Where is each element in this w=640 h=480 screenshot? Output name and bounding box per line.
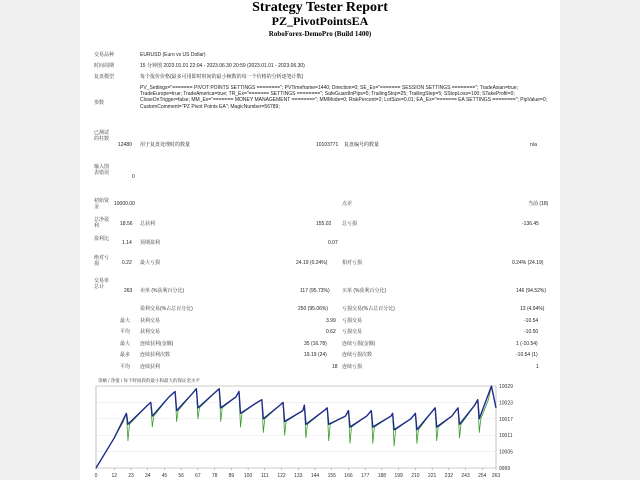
x-tick-label: 89: [228, 473, 235, 479]
y-tick-label: 9999: [499, 466, 511, 472]
abs-dd-value: 0.22: [122, 260, 132, 266]
x-tick-label: 133: [294, 473, 303, 479]
ticks-desc: 复盘编号的数量: [344, 142, 380, 148]
x-tick-label: 243: [461, 473, 470, 479]
spread-value: 当前 (18): [528, 201, 549, 207]
max-dd-value: 24.19 (0.24%): [296, 260, 328, 266]
x-tick-label: 177: [361, 473, 370, 479]
deposit-value: 10000.00: [114, 201, 135, 207]
x-tick-label: 122: [277, 473, 286, 479]
largest-win-value: 3.99: [326, 318, 336, 324]
win-label: 盈利交易(%占总百分比): [140, 306, 193, 312]
x-tick-label: 0: [94, 473, 98, 479]
y-tick-label: 10011: [499, 433, 513, 440]
loss-label: 亏损交易(%占总百分比): [342, 306, 395, 312]
cons-loss-label: 连续亏损次数: [342, 352, 373, 358]
cons-loss-value: -10.54 (1): [516, 352, 538, 358]
avg-row2-label: 平均: [120, 364, 131, 370]
win-value: 250 (95.06%): [298, 306, 329, 312]
pf-value: 1.14: [122, 240, 132, 246]
max-dd-label: 最大亏损: [140, 260, 161, 266]
cons-losses-label: 连续亏损(金额): [342, 341, 376, 347]
params-value: PV_Settings="======= PIVOT POINTS SETTINGS ========"; PVTimeframe=1440; Direction=0; SE_Ex="======= SESSION SETTINGS ========"; TradeAsian=true; TradeEurope=true; TradeAmerica=true; TR_Ex="======= SETTINGS ========"; SafeGuardInPips=5; TrailingStop=25; TrailingStep=5; SStopLoss=100; STakeProfit=0; CloseOnTrigger=false; MM_Ex="======= MONEY MANAGEMENT ========"; MMMode=0; RiskPercent=2; LotSize=0.01; EA_Ex="======= EA SETTINGS ========"; PipValue=0; CustomComment="PZ Pivot Points EA"; MagicNumber=56789;: [140, 85, 547, 110]
cons-wins-label: 连续获利(金额): [140, 341, 174, 347]
largest-win-label: 获利交易: [140, 318, 161, 324]
cons-wins-value: 35 (16.78): [304, 341, 327, 347]
avg-cons-losses-label: 连续亏损: [342, 364, 363, 370]
x-tick-label: 34: [144, 473, 151, 479]
model-value: 每个报价价格(最多可用即时时间的最小帧数的每一个价格的分析逐笔计数): [140, 74, 304, 80]
report-title: Strategy Tester Report: [252, 0, 388, 15]
y-tick-label: 10005: [499, 449, 513, 456]
symbol-label: 交易品种: [94, 52, 115, 58]
avg-cons-wins-label: 连续获利: [140, 364, 161, 370]
payoff-label: 预期盈利: [140, 240, 161, 246]
symbol-value: EURUSD (Euro vs US Dollar): [140, 52, 206, 58]
gross-profit-value: 155.02: [316, 221, 332, 227]
avg-cons-losses-value: 1: [536, 364, 539, 370]
model-label: 复盘模型: [94, 74, 115, 80]
y-tick-label: 10029: [499, 384, 513, 390]
loss-value: 13 (4.94%): [520, 306, 545, 312]
long-value: 146 (94.52%): [516, 288, 547, 294]
pf-label: 盈利比: [94, 236, 110, 242]
x-tick-label: 254: [478, 473, 487, 479]
x-tick-label: 263: [491, 473, 501, 479]
ticks-value: 10103771: [316, 142, 339, 148]
x-tick-label: 45: [161, 473, 168, 479]
avg-win-label: 获利交易: [140, 329, 161, 335]
avg-win-value: 0.62: [326, 329, 336, 335]
y-tick-label: 10017: [499, 416, 513, 423]
spread-label: 点差: [342, 201, 353, 207]
server-build: RoboForex-DemoPro (Build 1400): [268, 30, 372, 38]
bars-label: 已测试的柱数: [94, 130, 110, 142]
avg-loss-label: 亏损交易: [342, 329, 363, 335]
net-value: 18.56: [120, 221, 133, 227]
report-page: [80, 0, 560, 480]
cons-profit-label: 连续获利次数: [140, 352, 171, 358]
x-tick-label: 67: [195, 473, 201, 479]
avg-row-label: 平均: [120, 329, 131, 335]
avg-loss-value: -10.50: [524, 329, 539, 335]
x-tick-label: 166: [344, 473, 353, 479]
x-tick-label: 111: [261, 473, 269, 479]
x-tick-label: 155: [327, 473, 336, 479]
long-label: 买单 (%获利百分比): [342, 288, 387, 294]
period-label: 时间周期: [94, 63, 115, 69]
params-label: 参数: [94, 100, 105, 106]
ea-name: PZ_PivotPointsEA: [271, 14, 369, 28]
largest-loss-label: 亏损交易: [342, 318, 363, 324]
mismatch-label: 输入图表错误: [94, 164, 110, 176]
rel-dd-label: 相对亏损: [342, 260, 363, 266]
abs-dd-label: 绝对亏损: [94, 255, 110, 267]
bars-desc: 用于复盘处理时的数量: [140, 142, 191, 148]
gross-loss-value: -136.45: [522, 221, 539, 227]
mismatch-value: 0: [132, 174, 135, 180]
max-row3-label: 最多: [120, 352, 131, 358]
x-tick-label: 188: [377, 473, 387, 479]
total-trades-label: 交易单总计: [94, 278, 110, 290]
max-row2-label: 最大: [120, 341, 131, 347]
largest-loss-value: -10.54: [524, 318, 539, 324]
deposit-label: 初始资金: [94, 198, 110, 210]
quality-value: n/a: [530, 142, 537, 148]
short-value: 117 (95.73%): [300, 288, 330, 294]
rel-dd-value: 0.24% (24.19): [512, 260, 544, 266]
bars-value: 12480: [118, 142, 132, 148]
x-tick-label: 100: [243, 473, 253, 479]
payoff-value: 0.07: [328, 240, 338, 246]
avg-cons-wins-value: 18: [332, 364, 338, 370]
y-tick-label: 10023: [499, 400, 513, 407]
x-tick-label: 78: [211, 473, 218, 479]
period-value: 15 分钟图 2023.01.01 22:04 - 2023.06.30 20:59 (2023.01.01 - 2023.06.30): [140, 63, 305, 69]
chart-title: 余额 / 净值 / 每个时间段的最小和最大的保证金水平: [98, 378, 200, 383]
gross-loss-label: 总亏损: [342, 221, 358, 227]
net-label: 总净盈利: [94, 217, 110, 229]
x-tick-label: 221: [427, 473, 437, 479]
gross-profit-label: 总获利: [140, 221, 156, 227]
x-tick-label: 210: [411, 473, 420, 479]
x-tick-label: 144: [310, 473, 320, 479]
cons-profit-value: 19.19 (24): [304, 352, 327, 358]
max-row-label: 最大: [120, 318, 131, 324]
short-label: 卖单 (%获利百分比): [140, 288, 185, 294]
x-tick-label: 199: [394, 473, 403, 479]
x-tick-label: 56: [178, 473, 184, 479]
x-tick-label: 23: [128, 473, 134, 479]
x-tick-label: 232: [444, 473, 454, 479]
cons-losses-value: 1 (-10.54): [516, 341, 538, 347]
x-tick-label: 12: [111, 473, 118, 479]
total-trades-value: 263: [124, 288, 133, 294]
balance-chart: [94, 374, 534, 480]
